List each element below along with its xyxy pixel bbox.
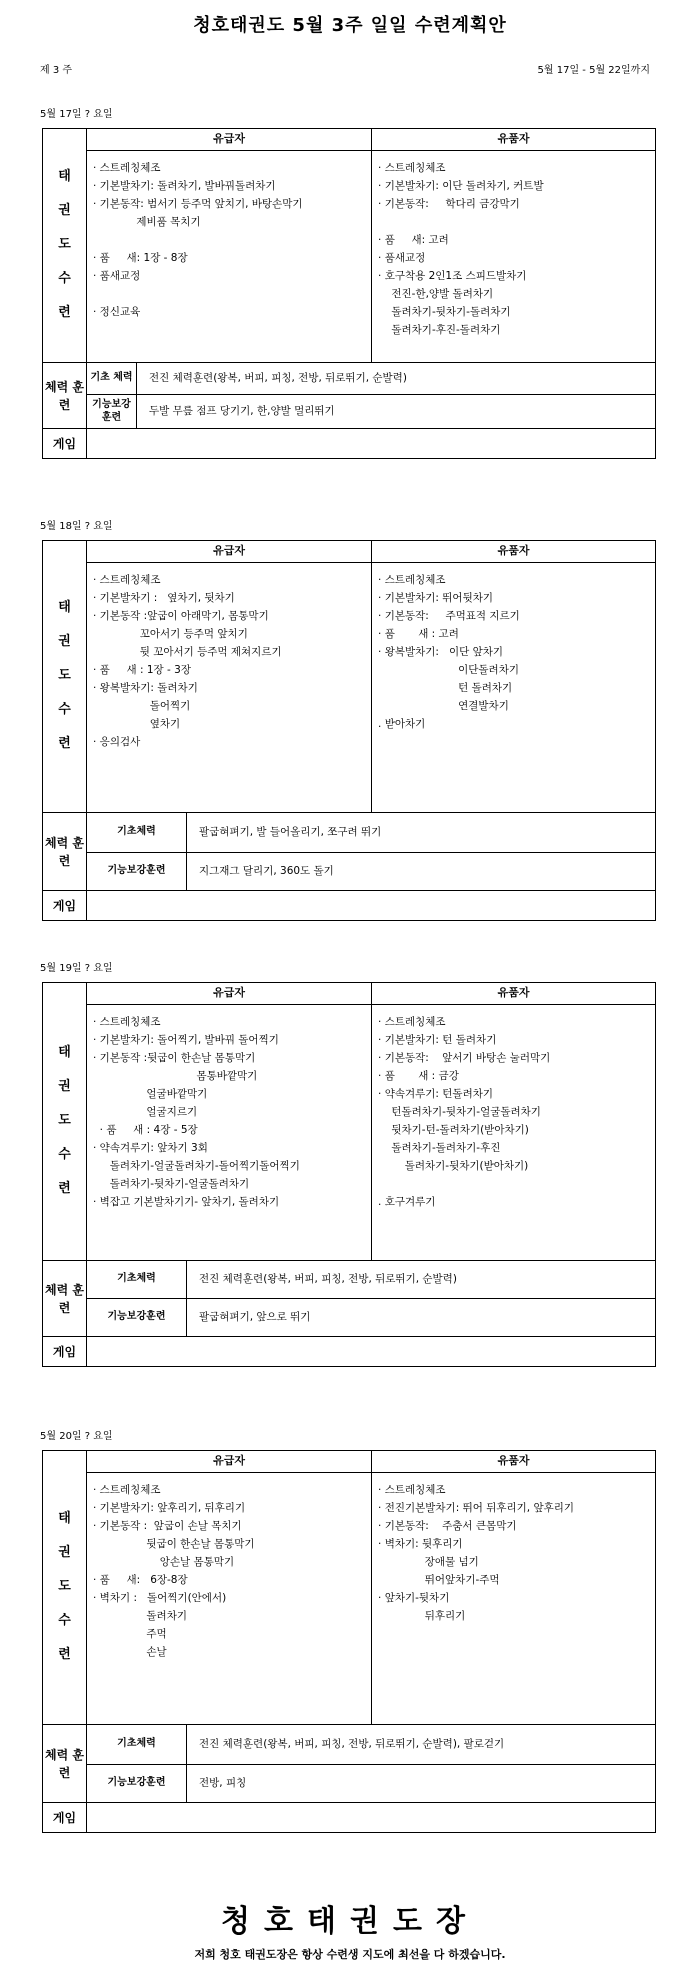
label-char: 권 [58,1079,71,1095]
black-belt-header: 유품자 [372,1451,656,1473]
plan-line [93,231,367,249]
plan-line: · 기본동작: 앞서기 바탕손 눌러막기 [378,1052,551,1064]
plan-line: · 스트레칭체조 [93,574,161,586]
black-belt-plan [372,563,656,813]
label-char: 도 [58,668,71,684]
beginner-plan [87,1005,372,1261]
beginner-plan [87,563,372,813]
plan-line: 뒤후리기 [378,1610,466,1622]
week-label: 제 3 주 [40,65,73,76]
plan-line: 턴 돌려차기 [378,682,513,694]
label-char: 련 [58,1646,71,1662]
plan-line: 턴돌려차기-뒷차기-얼굴돌려차기 [378,1106,541,1118]
game-label: 게임 [43,1803,87,1833]
plan-line: · 기본동작: 주춤서 큰몸막기 [378,1520,517,1532]
taekwondo-label-cell [43,1451,87,1725]
plan-line: . 호구겨루기 [378,1196,436,1208]
plan-line: · 왕복발차기: 돌려차기 [93,682,198,694]
plan-line: · 기본동작 : 앞굽이 손날 목치기 [93,1520,242,1532]
taekwondo-training-label [43,1511,86,1663]
footer-title: 청호태권도장 [221,1904,479,1939]
plan-line: . 받아차기 [378,718,426,730]
label-char: 권 [58,203,71,219]
skill-training-label: 기능보강 훈련 [87,395,137,429]
plan-line: · 호구착용 2인1조 스피드발차기 [378,270,527,282]
plan-line: 뛰어앞차기-주먹 [378,1574,500,1586]
game-label: 게임 [43,429,87,459]
basic-fitness-label: 기초체력 [87,813,187,853]
taekwondo-label-cell [43,129,87,363]
plan-line: · 기본발차기 : 옆차기, 뒷차기 [93,592,235,604]
plan-line: 돌려차기-후진-돌려차기 [378,324,501,336]
plan-line: · 품 새 : 4장 - 5장 [93,1124,198,1136]
plan-line: 돌려차기 [93,1610,187,1622]
plan-line: · 기본발차기: 앞후리기, 뒤후리기 [93,1502,246,1514]
game-value [87,891,656,921]
day-plan-table [42,1450,656,1833]
plan-line [93,285,367,303]
plan-line: · 품 새 : 금강 [378,1070,459,1082]
beginner-plan [87,1473,372,1725]
plan-line: · 스트레칭체조 [378,162,446,174]
label-char: 수 [58,701,71,717]
plan-line: · 품 새 : 1장 - 3장 [93,664,191,676]
taekwondo-label-cell [43,541,87,813]
footer-text: 저희 청호 태권도장은 항상 수련생 지도에 최선을 다 하겠습니다. [194,1948,506,1961]
plan-line: · 스트레칭체조 [378,1484,446,1496]
label-char: 수 [58,270,71,286]
skill-training-label: 기능보강훈련 [87,1299,187,1337]
taekwondo-training-label [43,600,86,752]
label-char: 련 [58,735,71,751]
fitness-training-label: 체력 훈련 [43,1261,87,1337]
plan-line: · 기본동작: 범서기 등주먹 앞치기, 바탕손막기 [93,198,303,210]
game-value [87,1803,656,1833]
plan-line: · 스트레칭체조 [93,1484,161,1496]
plan-line: · 기본발차기: 턴 돌려차기 [378,1034,497,1046]
basic-fitness-label: 기초 체력 [87,363,137,395]
plan-line: 얼굴바깥막기 [93,1088,208,1100]
plan-line: · 전진기본발차기: 뛰어 뒤후리기, 앞후리기 [378,1502,575,1514]
fitness-training-label: 체력 훈련 [43,1725,87,1803]
game-label: 게임 [43,1337,87,1367]
plan-line: 돌려차기-돌려차기-후진 [378,1142,501,1154]
plan-line: 손날 [93,1646,167,1658]
label-char: 태 [58,1045,71,1061]
plan-line: · 앞차기-뒷차기 [378,1592,450,1604]
plan-line: · 벽차기: 뒷후리기 [378,1538,463,1550]
plan-line: · 기본발차기: 이단 돌려차기, 커트발 [378,180,544,192]
plan-line: 꼬아서기 등주먹 앞치기 [93,628,248,640]
basic-fitness-label: 기초체력 [87,1725,187,1765]
plan-line: · 품새교정 [93,270,141,282]
plan-line: 뒷차기-턴-돌려차기(받아차기) [378,1124,529,1136]
plan-line: · 왕복발차기: 이단 앞차기 [378,646,504,658]
basic-fitness-label: 기초체력 [87,1261,187,1299]
black-belt-plan [372,1005,656,1261]
label-char: 수 [58,1612,71,1628]
beginner-header: 유급자 [87,983,372,1005]
plan-line: · 품 새: 6장-8장 [93,1574,188,1586]
beginner-header: 유급자 [87,1451,372,1473]
game-label: 게임 [43,891,87,921]
plan-line: · 기본동작 :앞굽이 아래막기, 몸통막기 [93,610,269,622]
plan-line: · 품새교정 [378,252,426,264]
taekwondo-training-label [43,1045,86,1197]
plan-line: · 품 새: 1장 - 8장 [93,252,188,264]
plan-line: 돌려차기-뒷차기(받아차기) [378,1160,529,1172]
black-belt-header: 유품자 [372,129,656,151]
label-char: 수 [58,1146,71,1162]
plan-line: · 스트레칭체조 [93,1016,161,1028]
day-label: 5월 20일 ? 요일 [40,1431,113,1442]
plan-line: · 기본동작: 주먹표적 지르기 [378,610,520,622]
black-belt-plan [372,1473,656,1725]
plan-line: 주먹 [93,1628,167,1640]
plan-line: · 벽차기 : 돌어찍기(안에서) [93,1592,227,1604]
plan-line: 돌려차기-뒷차기-얼굴돌려차기 [93,1178,250,1190]
plan-line: 장애물 넘기 [378,1556,479,1568]
plan-line: 돌어찍기 [93,700,191,712]
label-char: 도 [58,1579,71,1595]
basic-fitness-value: 팔굽혀펴기, 발 들어올리기, 쪼구려 뛰기 [187,813,656,853]
plan-line: 뒷 꼬아서기 등주먹 제쳐지르기 [93,646,282,658]
plan-line: 이단돌려차기 [378,664,519,676]
day-label: 5월 19일 ? 요일 [40,963,113,974]
skill-training-value: 두발 무릎 점프 당기기, 한,양발 멀리뛰기 [137,395,656,429]
taekwondo-label-cell [43,983,87,1261]
plan-line: · 약속겨루기: 앞차기 3회 [93,1142,208,1154]
label-char: 련 [58,304,71,320]
skill-training-value: 전방, 피칭 [187,1765,656,1803]
label-char: 도 [58,1113,71,1129]
plan-line: 전진-한,양발 돌려차기 [378,288,494,300]
date-range: 5월 17일 - 5월 22일까지 [537,65,650,76]
fitness-training-label: 체력 훈련 [43,813,87,891]
game-value [87,1337,656,1367]
plan-line: · 약속겨루기: 턴돌려차기 [378,1088,493,1100]
day-label: 5월 18일 ? 요일 [40,521,113,532]
plan-line: 뒷굽이 한손날 몸통막기 [93,1538,255,1550]
skill-training-value: 지그재그 달리기, 360도 돌기 [187,853,656,891]
basic-fitness-value: 전진 체력훈련(왕복, 버피, 피칭, 전방, 뒤로뛰기, 순발력) [137,363,656,395]
label-char: 태 [58,169,71,185]
day-plan-table [42,128,656,459]
plan-line: · 스트레칭체조 [93,162,161,174]
plan-line: 옆차기 [93,718,181,730]
plan-line: · 품 새: 고려 [378,234,449,246]
plan-line: · 기본발차기: 뛰어뒷차기 [378,592,493,604]
beginner-plan [87,151,372,363]
black-belt-plan [372,151,656,363]
basic-fitness-value: 전진 체력훈련(왕복, 버피, 피칭, 전방, 뒤로뛰기, 순발력) [187,1261,656,1299]
day-plan-table [42,540,656,921]
plan-line [378,1175,651,1193]
plan-line: 얼굴지르기 [93,1106,198,1118]
plan-line: 앙손날 몸통막기 [93,1556,235,1568]
day-label: 5월 17일 ? 요일 [40,109,113,120]
black-belt-header: 유품자 [372,541,656,563]
label-char: 련 [58,1180,71,1196]
game-value [87,429,656,459]
label-char: 태 [58,1511,71,1527]
plan-line: 돌려차기-얼굴돌려차기-돌어찍기돌어찍기 [93,1160,300,1172]
plan-line [378,213,651,231]
plan-line: · 응의검사 [93,736,141,748]
label-char: 권 [58,1545,71,1561]
beginner-header: 유급자 [87,541,372,563]
plan-line: · 벽잡고 기본발차기기- 앞차기, 돌려차기 [93,1196,280,1208]
day-plan-table [42,982,656,1367]
label-char: 도 [58,237,71,253]
plan-line: · 정신교육 [93,306,141,318]
plan-line: 몸통바깥막기 [93,1070,258,1082]
taekwondo-training-label [43,169,86,321]
plan-line: 연결발차기 [378,700,509,712]
page-title: 청호태권도 5월 3주 일일 수련계획안 [193,15,507,36]
skill-training-value: 팔굽혀펴기, 앞으로 뛰기 [187,1299,656,1337]
skill-training-label: 기능보강훈련 [87,853,187,891]
black-belt-header: 유품자 [372,983,656,1005]
skill-training-label: 기능보강훈련 [87,1765,187,1803]
plan-line: · 스트레칭체조 [378,574,446,586]
plan-line: · 기본발차기: 돌려차기, 발바꿔돌려차기 [93,180,276,192]
plan-line: · 기본발차기: 돌어찍기, 발바꿔 돌어찍기 [93,1034,279,1046]
fitness-training-label: 체력 훈련 [43,363,87,429]
label-char: 권 [58,634,71,650]
plan-line: · 스트레칭체조 [378,1016,446,1028]
plan-line: · 기본동작 :뒷굽이 한손날 몸통막기 [93,1052,256,1064]
plan-line: 제비품 목치기 [93,216,201,228]
beginner-header: 유급자 [87,129,372,151]
label-char: 태 [58,600,71,616]
basic-fitness-value: 전진 체력훈련(왕복, 버피, 피칭, 전방, 뒤로뛰기, 순발력), 팔로걷기 [187,1725,656,1765]
plan-line: · 품 새 : 고려 [378,628,459,640]
plan-line: · 기본동작: 학다리 금강막기 [378,198,520,210]
plan-line: 돌려차기-뒷차기-돌려차기 [378,306,511,318]
